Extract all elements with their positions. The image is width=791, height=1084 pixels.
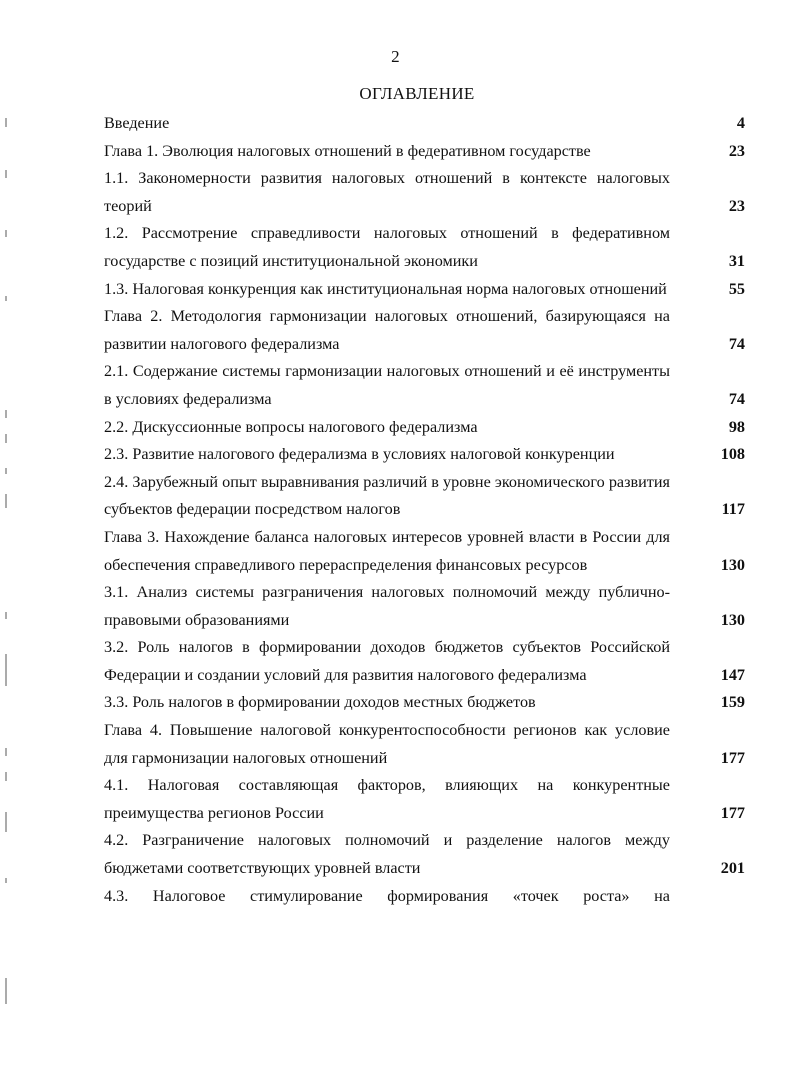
toc-entry-page: 177 <box>720 803 745 822</box>
toc-entry-page: 117 <box>721 500 745 519</box>
toc-entry-page: 74 <box>728 334 745 353</box>
toc-entry-2-4 <box>104 469 745 524</box>
toc-entry-text: 2.1. Содержание системы гармонизации налоговых отношений и её инструменты в условиях федерализма <box>104 362 670 408</box>
toc-entry-3-2 <box>104 634 745 689</box>
toc-entry-text: 1.3. Налоговая конкуренция как институциональная норма налоговых отношений <box>104 279 667 298</box>
toc-entry-chapter-2 <box>104 303 745 358</box>
toc-entry-page: 177 <box>720 748 745 767</box>
toc-entry-2-2 <box>104 414 745 442</box>
toc-entry-4-3 <box>104 883 745 911</box>
toc-entry-text: Введение <box>104 114 170 132</box>
toc-entry-3-1 <box>104 579 745 634</box>
toc-entry-page: 108 <box>720 445 745 464</box>
toc-entry-page: 31 <box>728 251 745 270</box>
toc-entry-4-1 <box>104 772 745 827</box>
toc-entry-2-1 <box>104 358 745 413</box>
toc-entry-text: Глава 3. Нахождение баланса налоговых интересов уровней власти в России для обеспечения справедливого перераспределения финансовых ресурсов <box>104 527 670 574</box>
toc-entry-text: Глава 4. Повышение налоговой конкурентоспособности регионов как условие для гармонизации налоговых отношений <box>104 721 670 767</box>
toc-entry-text: Глава 2. Методология гармонизации налоговых отношений, базирующаяся на развитии налогового федерализма <box>104 307 670 353</box>
toc-entry-page: 23 <box>728 141 745 160</box>
toc-entry-text: 4.1. Налоговая составляющая факторов, влияющих на конкурентные преимущества регионов России <box>104 776 670 822</box>
toc-entry-1-2 <box>104 220 745 275</box>
toc-entry-chapter-4 <box>104 717 745 772</box>
toc-entry-page: 159 <box>720 693 745 712</box>
page-number: 2 <box>391 47 400 66</box>
toc-entry-text: 3.3. Роль налогов в формировании доходов местных бюджетов <box>104 693 536 712</box>
toc-entry-1-1 <box>104 165 745 220</box>
toc-entry-text: 2.2. Дискуссионные вопросы налогового федерализма <box>104 417 478 436</box>
toc-entry-page: 98 <box>728 417 745 436</box>
toc-entry-page: 147 <box>720 665 745 684</box>
toc-entry-text: 1.2. Рассмотрение справедливости налоговых отношений в федеративном государстве с позиций институциональной экономики <box>104 224 670 270</box>
toc-entry-text: 3.2. Роль налогов в формировании доходов бюджетов субъектов Российской Федерации и создании условий для развития налогового федерализма <box>104 638 670 684</box>
toc-entry-page: 201 <box>720 859 745 878</box>
table-of-contents <box>104 110 745 910</box>
toc-entry-3-3 <box>104 689 745 717</box>
toc-entry-2-3 <box>104 441 745 469</box>
toc-entry-text: 2.4. Зарубежный опыт выравнивания различий в уровне экономического развития субъектов федерации посредством налогов <box>104 472 670 519</box>
toc-entry-text: 4.3. Налоговое стимулирование формирования «точек роста» на <box>104 886 670 905</box>
toc-entry-text: Глава 1. Эволюция налоговых отношений в федеративном государстве <box>104 141 591 160</box>
toc-heading: ОГЛАВЛЕНИЕ <box>359 84 475 103</box>
toc-entry-4-2 <box>104 827 745 882</box>
toc-entry-page: 130 <box>720 610 745 629</box>
toc-entry-introduction <box>104 110 745 138</box>
toc-entry-page: 23 <box>728 196 745 215</box>
toc-entry-page: 74 <box>728 389 745 408</box>
toc-entry-chapter-3 <box>104 524 745 579</box>
toc-entry-text: 4.2. Разграничение налоговых полномочий и разделение налогов между бюджетами соответствующих уровней власти <box>104 831 670 878</box>
toc-entry-text: 3.1. Анализ системы разграничения налоговых полномочий между публично-правовыми образованиями <box>104 583 670 629</box>
toc-entry-page: 4 <box>736 114 745 132</box>
toc-entry-page: 55 <box>728 279 745 298</box>
toc-entry-page: 130 <box>720 555 745 574</box>
toc-entry-chapter-1 <box>104 138 745 166</box>
toc-entry-text: 1.1. Закономерности развития налоговых отношений в контексте налоговых теорий <box>104 169 670 215</box>
toc-entry-1-3 <box>104 276 745 304</box>
toc-entry-text: 2.3. Развитие налогового федерализма в условиях налоговой конкуренции <box>104 445 615 464</box>
